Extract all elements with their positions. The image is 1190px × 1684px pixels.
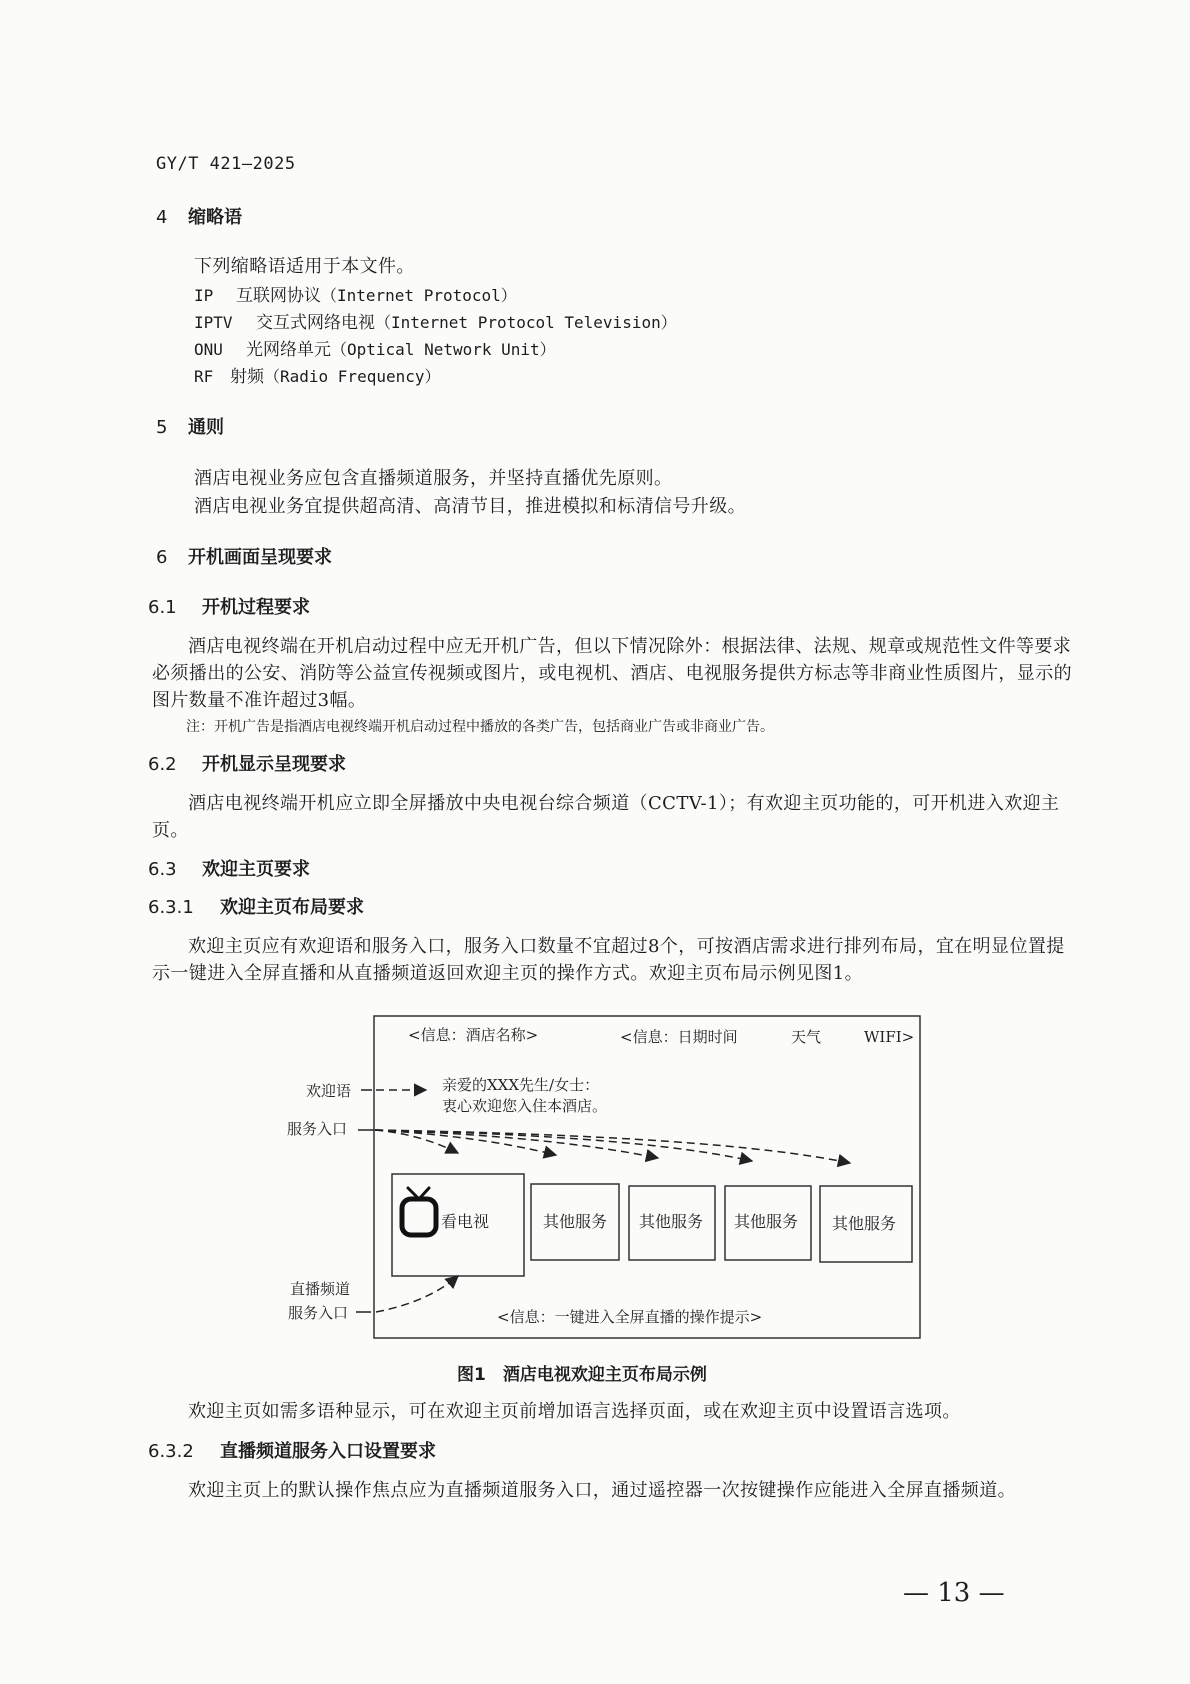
section-title: 开机过程要求	[202, 597, 310, 618]
abbr-code: IPTV	[194, 313, 233, 332]
section-number: 6	[156, 547, 168, 568]
info-hotel-name: <信息：酒店名称>	[408, 1026, 539, 1044]
tv-icon	[402, 1188, 436, 1235]
section-title: 欢迎主页要求	[202, 859, 310, 880]
greeting-line-1: 亲爱的XXX先生/女士：	[442, 1076, 600, 1094]
screen-frame	[374, 1016, 920, 1338]
live-entry-arrow	[376, 1276, 458, 1312]
section-number: 6.3.1	[148, 897, 194, 918]
section-number: 6.2	[148, 754, 177, 775]
abbr-code: ONU	[194, 340, 223, 359]
standard-number: GY/T 421—2025	[156, 154, 296, 174]
section-6-2-paragraph: 酒店电视终端开机应立即全屏播放中央电视台综合频道（CCTV-1）；有欢迎主页功能的，可开机进入欢迎主页。	[152, 793, 1060, 841]
section-6-1-paragraph: 酒店电视终端在开机启动过程中应无开机广告，但以下情况除外：根据法律、法规、规章或规范性文件等要求必须播出的公安、消防等公益宣传视频或图片，或电视机、酒店、电视服务提供方标志等非商业性质图片，显示的图片数量不准许超过3幅。	[152, 636, 1072, 711]
label-live-channel: 直播频道	[290, 1280, 351, 1298]
section-number: 5	[156, 417, 168, 438]
section-6-3-paragraph-after: 欢迎主页如需多语种显示，可在欢迎主页前增加语言选择页面，或在欢迎主页中设置语言选项。	[188, 1401, 961, 1422]
abbr-zh: 互联网协议	[236, 286, 321, 306]
info-wifi: WIFI>	[864, 1028, 915, 1046]
abbr-zh: 光网络单元	[246, 340, 331, 360]
section-6-3-2-paragraph: 欢迎主页上的默认操作焦点应为直播频道服务入口，通过遥控器一次按键操作应能进入全屏直播频道。	[188, 1480, 1016, 1501]
other-service-label: 其他服务	[832, 1214, 897, 1233]
info-date-time: <信息：日期时间	[620, 1028, 738, 1046]
section-number: 6.3.2	[148, 1441, 194, 1462]
section-4-intro: 下列缩略语适用于本文件。	[194, 256, 415, 277]
other-service-label: 其他服务	[639, 1212, 704, 1231]
abbr-code: IP	[194, 286, 214, 305]
abbr-en: （Internet Protocol Television）	[375, 313, 677, 332]
service-arrow-5	[375, 1130, 850, 1163]
label-welcome: 欢迎语	[306, 1082, 352, 1100]
note: 注：开机广告是指酒店电视终端开机启动过程中播放的各类广告，包括商业广告或非商业广告。	[186, 719, 774, 735]
section-number: 6.3	[148, 859, 177, 880]
info-one-key-hint: <信息：一键进入全屏直播的操作提示>	[497, 1308, 763, 1326]
section-number: 6.1	[148, 597, 177, 618]
other-service-label: 其他服务	[543, 1212, 608, 1231]
section-title: 缩略语	[188, 207, 242, 228]
greeting-line-2: 衷心欢迎您入住本酒店。	[442, 1097, 608, 1115]
section-title: 开机显示呈现要求	[202, 754, 346, 775]
section-title: 直播频道服务入口设置要求	[220, 1441, 436, 1462]
section-title: 开机画面呈现要求	[188, 547, 332, 568]
watch-tv-label: 看电视	[441, 1212, 490, 1231]
abbr-en: （Internet Protocol）	[321, 286, 517, 305]
abbr-zh: 交互式网络电视	[256, 313, 375, 333]
section-6-3-1-paragraph: 欢迎主页应有欢迎语和服务入口，服务入口数量不宜超过8个，可按酒店需求进行排列布局，宜在明显位置提示一键进入全屏直播和从直播频道返回欢迎主页的操作方式。欢迎主页布局示例见图1。	[152, 936, 1065, 984]
service-arrow-3	[375, 1130, 658, 1158]
section-5-paragraph-2: 酒店电视业务宜提供超高清、高清节目，推进模拟和标清信号升级。	[194, 496, 746, 517]
abbr-zh: 射频	[230, 367, 264, 387]
abbr-en: （Optical Network Unit）	[331, 340, 556, 359]
section-5-paragraph-1: 酒店电视业务应包含直播频道服务，并坚持直播优先原则。	[194, 468, 673, 489]
abbr-en: （Radio Frequency）	[264, 367, 441, 386]
page-number: — 13 —	[903, 1578, 1005, 1608]
section-title: 通则	[188, 417, 224, 438]
label-service-entry: 服务入口	[287, 1120, 348, 1138]
section-title: 欢迎主页布局要求	[220, 897, 364, 918]
label-live-service-entry: 服务入口	[288, 1304, 349, 1322]
abbr-code: RF	[194, 367, 214, 386]
info-weather: 天气	[791, 1028, 822, 1046]
section-6-3-2-heading	[148, 1437, 436, 1463]
section-number: 4	[156, 207, 168, 228]
other-service-label: 其他服务	[734, 1212, 799, 1231]
figure-caption: 图1 酒店电视欢迎主页布局示例	[457, 1365, 707, 1385]
